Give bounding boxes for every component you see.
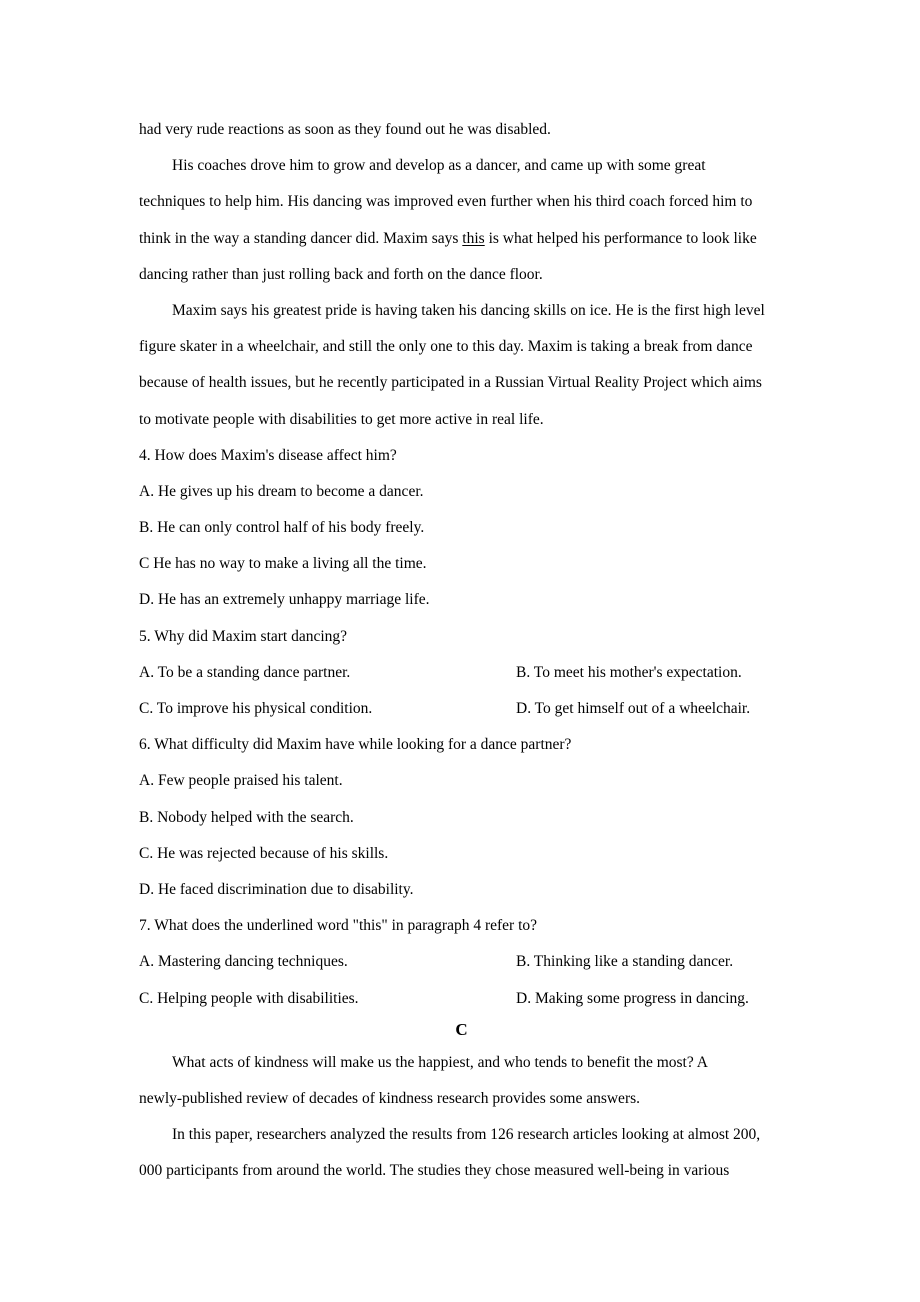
option-a: A. To be a standing dance partner. [139,663,351,681]
option-a: A. He gives up his dream to become a dancer. [139,482,424,500]
question-4 [139,438,784,619]
option-b: B. He can only control half of his body freely. [139,519,425,537]
question-stem: 7. What does the underlined word "this" in paragraph 4 refer to? [139,917,538,935]
paragraph-line: What acts of kindness will make us the happiest, and who tends to benefit the most? A [172,1053,708,1071]
paragraph-line: In this paper, researchers analyzed the results from 126 research articles looking at almost 200, [172,1126,761,1144]
option-c: C He has no way to make a living all the time. [139,555,427,573]
option-d: D. Making some progress in dancing. [516,989,749,1007]
option-d: D. To get himself out of a wheelchair. [516,700,751,717]
option-d: D. He faced discrimination due to disability. [139,880,414,898]
paragraph-line: dancing rather than just rolling back and forth on the dance floor. [139,265,543,283]
option-c: C. He was rejected because of his skills. [139,844,389,862]
paragraph-line: to motivate people with disabilities to get more active in real life. [139,410,544,428]
question-5 [139,619,784,728]
option-c: C. Helping people with disabilities. [139,989,359,1007]
option-row [139,655,784,691]
paragraph-line: techniques to help him. His dancing was improved even further when his third coach forced him to [139,193,753,211]
passage-c-paragraph-1 [139,1045,784,1117]
question-7 [139,908,784,1017]
paragraph-line: Maxim says his greatest pride is having taken his dancing skills on ice. He is the first high level [172,301,765,319]
passage-c-paragraph-2 [139,1117,784,1189]
option-b: B. Thinking like a standing dancer. [516,953,734,971]
passage-b-paragraph-pride [139,293,784,438]
option-row [139,691,784,727]
passage-b-line: had very rude reactions as soon as they found out he was disabled. [139,121,551,138]
option-row [139,944,784,980]
option-a: A. Mastering dancing techniques. [139,953,348,971]
option-row [139,981,784,1017]
option-b: B. Nobody helped with the search. [139,808,354,826]
paragraph-line [139,221,784,257]
paragraph-line: because of health issues, but he recently participated in a Russian Virtual Reality Project which aims [139,374,762,392]
underlined-word-this: this [462,229,485,247]
passage-b-paragraph-coaches [139,148,784,293]
paragraph-line: newly-published review of decades of kindness research provides some answers. [139,1089,641,1107]
option-a: A. Few people praised his talent. [139,772,343,790]
paragraph-line: 000 participants from around the world. The studies they chose measured well-being in various [139,1162,730,1180]
paragraph-line: figure skater in a wheelchair, and still the only one to this day. Maxim is taking a break from dance [139,338,753,356]
question-stem: 6. What difficulty did Maxim have while looking for a dance partner? [139,736,572,754]
question-6 [139,727,784,908]
option-c: C. To improve his physical condition. [139,700,373,717]
paragraph-line: His coaches drove him to grow and develop as a dancer, and came up with some great [172,157,706,175]
option-b: B. To meet his mother's expectation. [516,663,742,681]
section-heading-c: C [455,1019,468,1039]
option-d: D. He has an extremely unhappy marriage life. [139,591,430,609]
text-segment: think in the way a standing dancer did. Maxim says [139,229,463,247]
text-segment: is what helped his performance to look like [484,229,757,247]
page-content [139,112,784,1189]
question-stem: 5. Why did Maxim start dancing? [139,627,348,645]
question-stem: 4. How does Maxim's disease affect him? [139,446,397,464]
